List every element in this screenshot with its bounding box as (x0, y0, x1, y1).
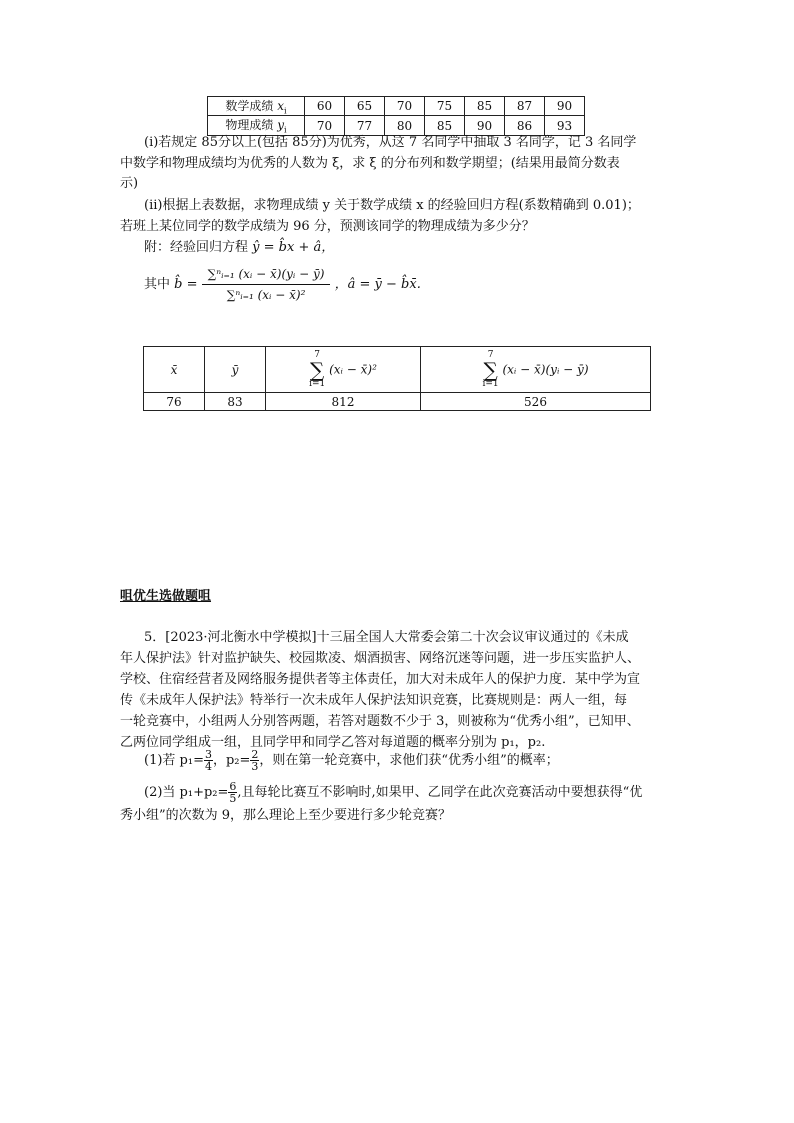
frac-den: 5 (229, 792, 237, 805)
table-cell: 75 (425, 97, 465, 116)
problem5-line: 学校、住宿经营者及网络服务提供者等主体责任，加大对未成年人的保护力度．某中学为宣 (120, 672, 641, 687)
frac-den: 3 (251, 760, 259, 773)
section-title: 咀优生选做题咀 (120, 589, 212, 604)
q1-line: 中数学和物理成绩均为优秀的人数为 ξ，求 ξ 的分布列和数学期望；(结果用最简分数表 (120, 156, 620, 171)
sum-bottom: i=1 (482, 378, 499, 389)
header-xbar: x̄ (144, 347, 205, 393)
row-label: 数学成绩 (225, 99, 274, 113)
frac-den: 4 (204, 760, 212, 773)
sub1-mid: ，p₂= (212, 753, 251, 768)
row-label: 物理成绩 (225, 118, 274, 133)
appendix-prefix: 附：经验回归方程 (144, 240, 249, 255)
sub-question-1 (144, 748, 559, 774)
table-cell: 87 (505, 97, 545, 116)
fraction (204, 749, 213, 772)
table-cell: 83 (205, 393, 266, 411)
frac-num: 3 (204, 748, 212, 761)
table-cell: 90 (545, 97, 585, 116)
table-cell: 80 (385, 116, 425, 135)
table-cell: 65 (345, 97, 385, 116)
problem5-line: 乙两位同学组成一组，且同学甲和同学乙答对每道题的概率分别为 p₁，p₂. (120, 735, 546, 750)
summary-table (143, 346, 651, 411)
sum-symbol (309, 351, 325, 389)
where-label: 其中 (144, 277, 171, 292)
row-var: x (277, 99, 285, 113)
sub2-suffix: ,且每轮比赛互不影响时,如果甲、乙同学在此次竞赛活动中要想获得“优 (237, 785, 643, 800)
table-cell: 60 (305, 97, 345, 116)
table-cell: 76 (144, 393, 205, 411)
header-sum-sq (266, 347, 421, 393)
problem5-line: 年人保护法》针对监护缺失、校园欺凌、烟酒损害、网络沉迷等问题，进一步压实监护人、 (120, 651, 641, 666)
q1-line: (ⅰ)若规定 85分以上(包括 85分)为优秀，从这 7 名同学中抽取 3 名同学，记 3 名同学 (144, 135, 637, 150)
header-sum-prod (421, 347, 651, 393)
sum-symbol (483, 351, 499, 389)
table-row (208, 97, 585, 116)
q1-line: 示) (120, 176, 139, 191)
row-sub: i (284, 125, 287, 135)
q2-line: (ⅱ)根据上表数据，求物理成绩 y 关于数学成绩 x 的经验回归方程(系数精确到 0.01)； (144, 198, 640, 213)
table-cell: 93 (545, 116, 585, 135)
sum-sq-expr: (xᵢ − x̄)² (329, 362, 377, 376)
sigma-icon: ∑ (483, 357, 498, 382)
table-cell: 90 (465, 116, 505, 135)
b-lhs: b̂ = (174, 277, 198, 292)
b-numerator: ∑ⁿᵢ₌₁ (xᵢ − x̄)(yᵢ − ȳ) (202, 264, 331, 285)
problem5-line: 传《未成年人保护法》特举行一次未成年人保护法知识竞赛，比赛规则是：两人一组，每 (120, 693, 628, 708)
sum-top: 7 (487, 349, 494, 360)
b-denominator: ∑ⁿᵢ₌₁ (xᵢ − x̄)² (226, 288, 306, 302)
table-cell: 812 (266, 393, 421, 411)
table-cell: 77 (345, 116, 385, 135)
table-row (144, 347, 651, 393)
frac-num: 6 (229, 780, 237, 793)
table-cell: 86 (505, 116, 545, 135)
sum-prod-expr: (xᵢ − x̄)(yᵢ − ȳ) (502, 362, 589, 376)
sub1-prefix: (1)若 p₁= (144, 753, 204, 768)
table-cell: 85 (465, 97, 505, 116)
table-cell: 70 (385, 97, 425, 116)
regression-equation: ŷ = b̂x + â， (252, 240, 335, 255)
a-formula: ，â = ȳ − b̂x̄. (334, 277, 421, 292)
appendix-line (144, 238, 704, 258)
sub2-line: 秀小组”的次数为 9，那么理论上至少要进行多少轮竞赛？ (120, 808, 452, 823)
sub-question-2 (144, 780, 642, 806)
table-row (144, 393, 651, 411)
frac-num: 2 (251, 748, 259, 761)
problem5-line: 一轮竞赛中，小组两人分别答两题，若答对题数不少于 3，则被称为“优秀小组”，已知甲、 (120, 714, 640, 729)
q2-line: 若班上某位同学的数学成绩为 96 分，预测该同学的物理成绩为多少分？ (120, 219, 535, 234)
table-cell: 70 (305, 116, 345, 135)
sum-bottom: i=1 (309, 378, 326, 389)
sigma-icon: ∑ (310, 357, 325, 382)
row-header (208, 97, 305, 116)
scores-table (207, 96, 585, 136)
sub1-suffix: ，则在第一轮竞赛中，求他们获“优秀小组”的概率； (259, 753, 559, 768)
header-ybar: ȳ (205, 347, 266, 393)
sub2-prefix: (2)当 p₁+p₂= (144, 785, 229, 800)
problem5-line: 5．[2023·河北衡水中学模拟]十三届全国人大常委会第二十次会议审议通过的《未成 (144, 630, 629, 645)
b-fraction (202, 264, 331, 305)
row-var: y (277, 118, 285, 133)
formula-b (144, 264, 421, 305)
row-sub: i (284, 106, 287, 116)
table-cell: 526 (421, 393, 651, 411)
table-cell: 85 (425, 116, 465, 135)
sum-top: 7 (314, 349, 321, 360)
